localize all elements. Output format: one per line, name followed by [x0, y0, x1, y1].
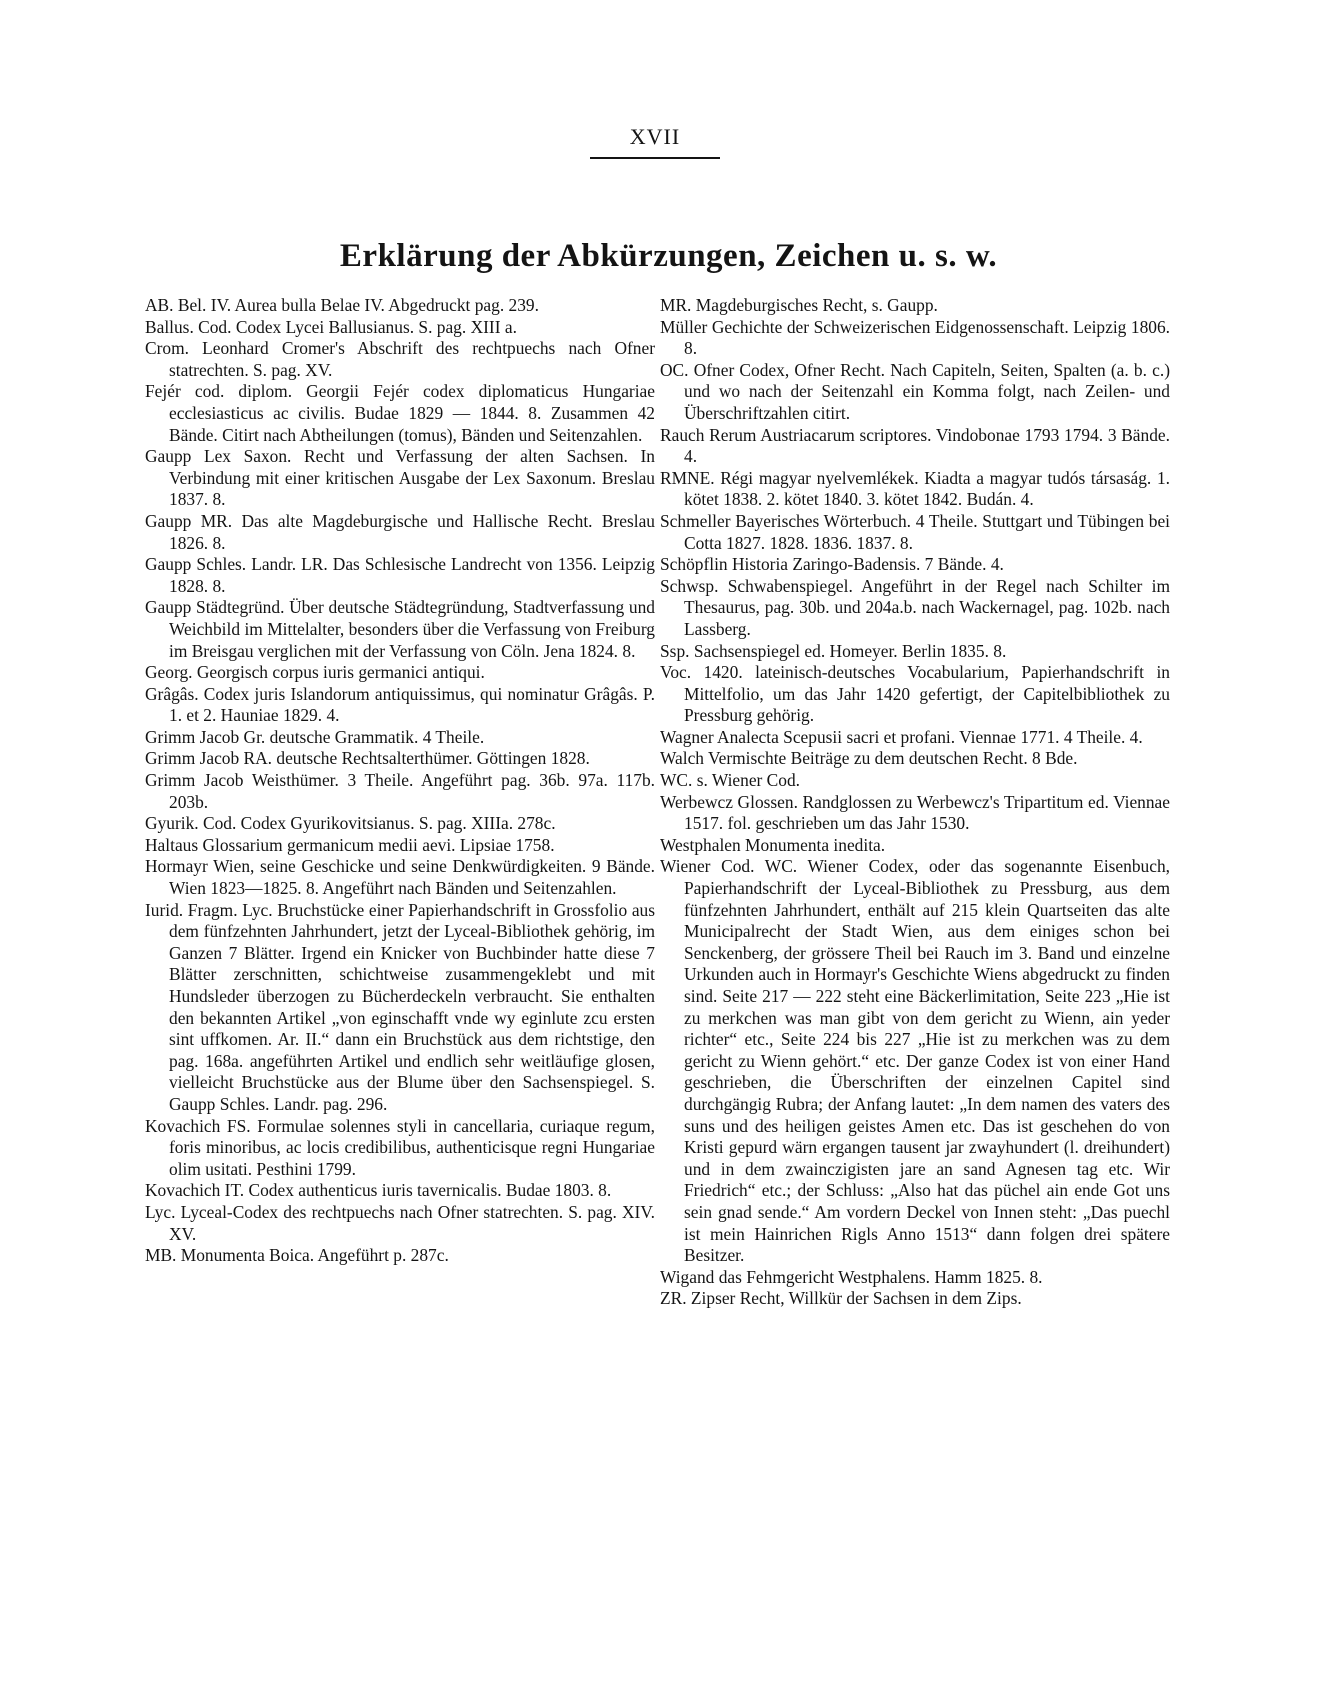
abbreviation-entry: Kovachich IT. Codex authenticus iuris tavernicalis. Budae 1803. 8.	[145, 1180, 612, 1201]
abbreviation-entry: Grâgâs. Codex juris Islandorum antiquissimus, qui nominatur Grâgâs. P. 1. et 2. Hauniae 1829. 4.	[145, 683, 655, 726]
abbreviation-entry: Georg. Georgisch corpus iuris germanici antiqui.	[145, 662, 485, 683]
abbreviation-entry: Grimm Jacob RA. deutsche Rechtsalterthümer. Göttingen 1828.	[145, 748, 590, 769]
abbreviation-entry: WC. s. Wiener Cod.	[660, 770, 801, 791]
abbreviation-entry: Schöpflin Historia Zaringo-Badensis. 7 Bände. 4.	[660, 554, 1004, 575]
abbreviation-entry: Gaupp Städtegründ. Über deutsche Städtegründung, Stadtverfassung und Weichbild im Mittelalter, besonders über die Verfassung von Freiburg im Breisgau verglichen mit der Verfassung von Cöln. Jena 1824. 8.	[145, 597, 655, 661]
abbreviation-entry: Kovachich FS. Formulae solennes styli in cancellaria, curiaque regum, foris minoribus, ac locis credibilibus, authenticisque regni Hungariae olim usitati. Pesthini 1799.	[145, 1115, 655, 1179]
abbreviation-entry: Gyurik. Cod. Codex Gyurikovitsianus. S. pag. XIIIa. 278c.	[145, 813, 556, 834]
abbreviation-entry: OC. Ofner Codex, Ofner Recht. Nach Capiteln, Seiten, Spalten (a. b. c.) und wo nach der Seitenzahl ein Komma folgt, nach Zeilen- und Überschriftzahlen citirt.	[660, 359, 1170, 423]
abbreviation-entry: Gaupp Lex Saxon. Recht und Verfassung der alten Sachsen. In Verbindung mit einer kritischen Ausgabe der Lex Saxonum. Breslau 1837. 8.	[145, 446, 655, 510]
abbreviation-entry: Crom. Leonhard Cromer's Abschrift des rechtpuechs nach Ofner statrechten. S. pag. XV.	[145, 338, 655, 380]
abbreviation-entry: Ballus. Cod. Codex Lycei Ballusianus. S. pag. XIII a.	[145, 316, 517, 337]
abbreviation-entry: Ssp. Sachsenspiegel ed. Homeyer. Berlin 1835. 8.	[660, 640, 1007, 661]
abbreviation-entry: Wiener Cod. WC. Wiener Codex, oder das sogenannte Eisenbuch, Papierhandschrift der Lyceal-Bibliothek zu Pressburg, aus dem fünfzehnten Jahrhundert, enthält auf 215 klein Quartseiten das alte Municipalrecht der Stadt Wien, aus dem einiges schon bei Senckenberg, der grössere Theil bei Rauch im 3. Band und einzelne Urkunden auch in Hormayr's Geschichte Wiens abgedruckt zu finden sind. Seite 217 — 222 steht eine Bäckerlimitation, Seite 223 „Hie ist zu merkchen was man gibt von dem gericht zu Wienn, ain yeder richter“ etc., Seite 224 bis 227 „Hie ist zu merkchen was zu dem gericht zu Wienn gehört.“ etc. Der ganze Codex ist von einer Hand geschrieben, die Überschriften der einzelnen Capitel sind durchgängig Rubra; der Anfang lautet: „In dem namen des vaters des suns und des heiligen geistes Amen etc. Das ist geschehen do von Kristi gepurd wärn ergangen tausent jar zwayhundert (l. dreihundert) und in dem zwainczigisten jare an sand Agnesen tag etc. Wir Friedrich“ etc.; der Schluss: „Also hat das püchel ain ende Got uns sein gnad sende.“ Am vordern Deckel von Innen steht: „Das puechl ist mein Hainrichen Rigls Anno 1513“ dann folgen drei spätere Besitzer.	[660, 856, 1170, 1266]
abbreviation-entry: MR. Magdeburgisches Recht, s. Gaupp.	[660, 295, 938, 315]
abbreviation-entry: Iurid. Fragm. Lyc. Bruchstücke einer Papierhandschrift in Grossfolio aus dem fünfzehnten Jahrhundert, jetzt der Lyceal-Bibliothek gehörig, im Ganzen 7 Blätter. Irgend ein Knicker von Buchbinder hatte diese 7 Blätter zerschnitten, schichtweise zusammengeklebt und mit Hundsleder überzogen zu Bücherdeckeln verbraucht. Sie enthalten den bekannten Artikel „von eginschafft vnde wy eginlute zcu ersten sint uffkomen. Ar. II.“ dann ein Bruchstück aus dem richtstige, den pag. 168a. angeführten Artikel und endlich sehr weitläufige glosen, vielleicht Bruchstücke aus der Blume über den Sachsenspiegel. S. Gaupp Schles. Landr. pag. 296.	[145, 899, 655, 1114]
abbreviation-entry: ZR. Zipser Recht, Willkür der Sachsen in dem Zips.	[660, 1288, 1022, 1309]
abbreviation-entry: Voc. 1420. lateinisch-deutsches Vocabularium, Papierhandschrift in Mittelfolio, um das Jahr 1420 gefertigt, der Capitelbibliothek zu Pressburg gehörig.	[660, 662, 1170, 726]
abbreviation-entry: Werbewcz Glossen. Randglossen zu Werbewcz's Tripartitum ed. Viennae 1517. fol. geschrieben um das Jahr 1530.	[660, 791, 1170, 834]
abbreviation-entry: Haltaus Glossarium germanicum medii aevi. Lipsiae 1758.	[145, 834, 555, 855]
abbreviation-entry: Gaupp Schles. Landr. LR. Das Schlesische Landrecht von 1356. Leipzig 1828. 8.	[145, 554, 655, 596]
abbreviation-entry: Rauch Rerum Austriacarum scriptores. Vindobonae 1793 1794. 3 Bände. 4.	[660, 424, 1170, 467]
abbreviation-entry: Grimm Jacob Weisthümer. 3 Theile. Angeführt pag. 36b. 97a. 117b. 203b.	[145, 770, 655, 812]
page-title: Erklärung der Abkürzungen, Zeichen u. s. w.	[339, 238, 998, 274]
abbreviation-entry: Walch Vermischte Beiträge zu dem deutschen Recht. 8 Bde.	[660, 748, 1078, 769]
abbreviation-entry: Fejér cod. diplom. Georgii Fejér codex diplomaticus Hungariae ecclesiasticus ac civilis. Budae 1829 — 1844. 8. Zusammen 42 Bände. Citirt nach Abtheilungen (tomus), Bänden und Seitenzahlen.	[145, 381, 655, 445]
abbreviation-entry: Schwsp. Schwabenspiegel. Angeführt in der Regel nach Schilter im Thesaurus, pag. 30b. und 204a.b. nach Wackernagel, pag. 102b. nach Lassberg.	[660, 575, 1170, 639]
abbreviation-entry: Westphalen Monumenta inedita.	[660, 834, 886, 855]
abbreviation-entry: Lyc. Lyceal-Codex des rechtpuechs nach Ofner statrechten. S. pag. XIV. XV.	[145, 1201, 655, 1244]
abbreviation-entry: Wagner Analecta Scepusii sacri et profani. Viennae 1771. 4 Theile. 4.	[660, 726, 1143, 747]
left-column	[145, 295, 655, 1267]
abbreviation-entry: Schmeller Bayerisches Wörterbuch. 4 Theile. Stuttgart und Tübingen bei Cotta 1827. 1828. 1836. 1837. 8.	[660, 510, 1170, 553]
abbreviation-entry: Gaupp MR. Das alte Magdeburgische und Hallische Recht. Breslau 1826. 8.	[145, 510, 655, 553]
abbreviation-entry: RMNE. Régi magyar nyelvemlékek. Kiadta a magyar tudós társaság. 1. kötet 1838. 2. kötet 1840. 3. kötet 1842. Budán. 4.	[660, 467, 1170, 510]
abbreviation-entry: Grimm Jacob Gr. deutsche Grammatik. 4 Theile.	[145, 726, 485, 747]
page-number: XVII	[629, 124, 681, 149]
abbreviation-entry: Hormayr Wien, seine Geschicke und seine Denkwürdigkeiten. 9 Bände. Wien 1823—1825. 8. Angeführt nach Bänden und Seitenzahlen.	[145, 856, 655, 899]
abbreviation-entry: AB. Bel. IV. Aurea bulla Belae IV. Abgedruckt pag. 239.	[145, 295, 539, 315]
abbreviation-entry: Müller Gechichte der Schweizerischen Eidgenossenschaft. Leipzig 1806. 8.	[660, 316, 1170, 359]
abbreviation-entry: MB. Monumenta Boica. Angeführt p. 287c.	[145, 1245, 449, 1266]
abbreviation-entry: Wigand das Fehmgericht Westphalens. Hamm 1825. 8.	[660, 1266, 1043, 1287]
header-rule	[590, 157, 720, 159]
right-column	[660, 295, 1170, 1310]
